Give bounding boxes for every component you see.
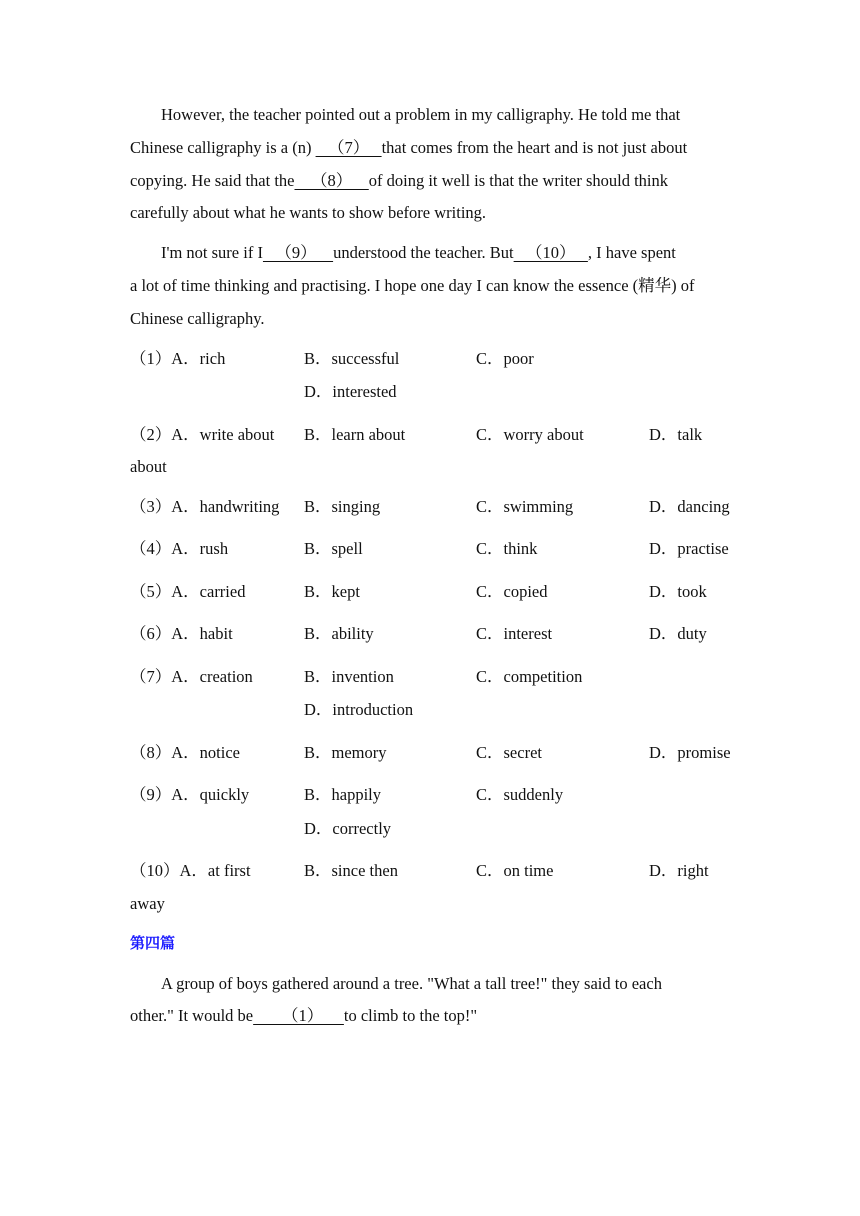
- option-c: C．on time: [476, 861, 554, 880]
- option-d: D．talk: [649, 425, 703, 444]
- question-2-wrap: [130, 450, 740, 483]
- blank-1: （1）: [253, 1006, 344, 1025]
- option-b: B．memory: [304, 743, 387, 762]
- option-c: C．worry about: [476, 425, 584, 444]
- blank-7: （7）: [315, 138, 382, 157]
- question-8: [130, 736, 740, 769]
- question-number: （2）: [130, 425, 172, 444]
- option-a: A．rich: [171, 349, 226, 368]
- option-d-wrap: away: [130, 894, 165, 913]
- option-c: C．swimming: [476, 497, 574, 516]
- option-c: C．copied: [476, 582, 548, 601]
- option-d: D．duty: [649, 624, 707, 643]
- option-a: A．habit: [171, 624, 233, 643]
- option-c: C．interest: [476, 624, 553, 643]
- option-d: D．practise: [649, 539, 729, 558]
- option-d: D．right: [649, 861, 709, 880]
- blank-10: （10）: [513, 243, 588, 262]
- option-b: B．ability: [304, 624, 374, 643]
- blank-9: （9）: [262, 243, 334, 262]
- text-line: I'm not sure if I （9） understood the teacher. But （10） , I have spent: [161, 243, 676, 262]
- question-1-row2: [130, 375, 740, 408]
- option-b: B．invention: [304, 667, 394, 686]
- question-9: [130, 778, 740, 811]
- option-c: C．poor: [476, 349, 534, 368]
- option-a: A．handwriting: [171, 497, 280, 516]
- question-6: [130, 617, 740, 650]
- question-number: （5）: [130, 582, 172, 601]
- question-number: （10）: [130, 861, 180, 880]
- option-b: B．singing: [304, 497, 381, 516]
- text-line: Chinese calligraphy.: [130, 309, 265, 328]
- option-d: D．interested: [304, 382, 397, 401]
- option-b: B．since then: [304, 861, 398, 880]
- question-2: [130, 418, 740, 451]
- text-line: other." It would be （1） to climb to the top!": [130, 1006, 478, 1025]
- blank-8: （8）: [294, 171, 369, 190]
- option-c: C．secret: [476, 743, 542, 762]
- text-line: carefully about what he wants to show before writing.: [130, 203, 487, 222]
- question-number: （4）: [130, 539, 172, 558]
- option-c: C．competition: [476, 667, 583, 686]
- option-d: D．took: [649, 582, 707, 601]
- question-10: [130, 854, 740, 887]
- text-line: However, the teacher pointed out a problem in my calligraphy. He told me that: [161, 105, 681, 124]
- question-4: [130, 532, 740, 565]
- option-a: A．carried: [171, 582, 246, 601]
- option-d: D．introduction: [304, 700, 414, 719]
- question-7: [130, 660, 740, 693]
- question-3: [130, 490, 740, 523]
- option-a: A．notice: [171, 743, 240, 762]
- question-number: （6）: [130, 624, 172, 643]
- option-a: A．creation: [171, 667, 253, 686]
- question-number: （3）: [130, 497, 172, 516]
- text-line: a lot of time thinking and practising. I hope one day I can know the essence (精华) of: [130, 276, 695, 295]
- section-heading: 第四篇: [130, 934, 176, 952]
- question-number: （9）: [130, 785, 172, 804]
- option-a: A．write about: [171, 425, 275, 444]
- question-number: （7）: [130, 667, 172, 686]
- option-a: A．at first: [179, 861, 251, 880]
- question-1: [130, 342, 740, 375]
- text-line: Chinese calligraphy is a (n) （7） that comes from the heart and is not just about: [130, 138, 688, 157]
- question-number: （1）: [130, 349, 172, 368]
- option-d-wrap: about: [130, 457, 167, 476]
- question-7-row2: [130, 693, 740, 726]
- question-9-row2: [130, 812, 740, 845]
- option-b: B．learn about: [304, 425, 406, 444]
- option-b: B．spell: [304, 539, 363, 558]
- question-10-wrap: [130, 887, 740, 920]
- question-number: （8）: [130, 743, 172, 762]
- option-b: B．kept: [304, 582, 360, 601]
- question-5: [130, 575, 740, 608]
- option-d: D．dancing: [649, 497, 730, 516]
- passage-paragraph: [130, 98, 732, 131]
- text-line: A group of boys gathered around a tree. "What a tall tree!" they said to each: [161, 974, 662, 993]
- option-a: A．rush: [171, 539, 229, 558]
- option-c: C．suddenly: [476, 785, 564, 804]
- option-b: B．happily: [304, 785, 381, 804]
- text-line: copying. He said that the （8） of doing it well is that the writer should think: [130, 171, 669, 190]
- option-c: C．think: [476, 539, 538, 558]
- option-a: A．quickly: [171, 785, 250, 804]
- option-b: B．successful: [304, 349, 400, 368]
- option-d: D．correctly: [304, 819, 392, 838]
- option-d: D．promise: [649, 743, 731, 762]
